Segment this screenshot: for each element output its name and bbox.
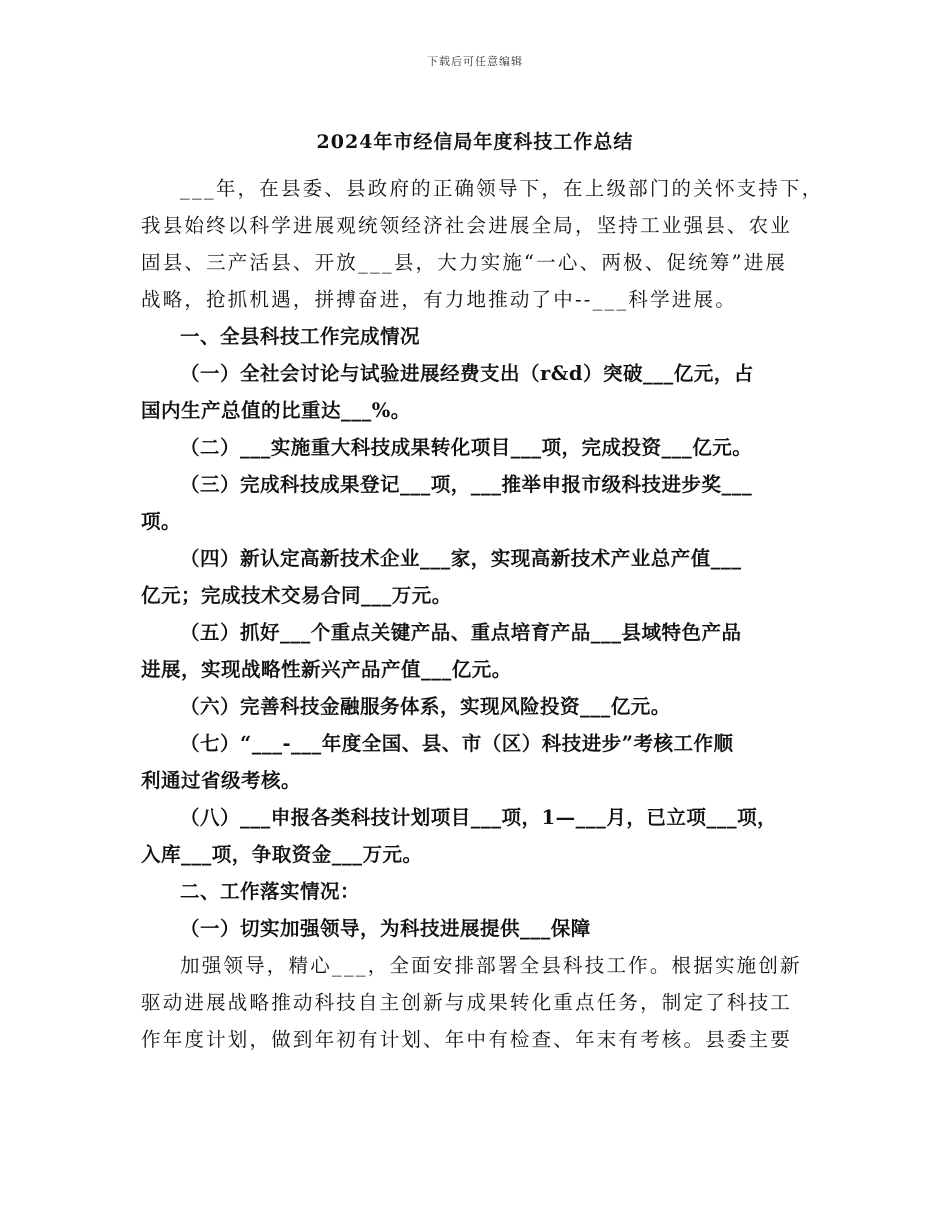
text-line: （一）全社会讨论与试验进展经费支出（r&d）突破___亿元，占 bbox=[180, 362, 754, 385]
heading-paragraph bbox=[141, 688, 813, 725]
heading-paragraph bbox=[141, 910, 813, 947]
heading-paragraph bbox=[141, 799, 813, 873]
text-line: ___年，在县委、县政府的正确领导下，在上级部门的关怀支持下， bbox=[180, 177, 824, 200]
text-line: 战略，抢抓机遇，拼搏奋进，有力地推动了中--___科学进展。 bbox=[141, 288, 737, 311]
text-line: （六）完善科技金融服务体系，实现风险投资___亿元。 bbox=[180, 695, 671, 718]
text-line: 项。 bbox=[141, 510, 182, 533]
text-line: 我县始终以科学进展观统领经济社会进展全局，坚持工业强县、农业 bbox=[141, 214, 793, 237]
heading-paragraph bbox=[141, 318, 813, 355]
text-line: 国内生产总值的比重达___%。 bbox=[141, 399, 411, 422]
text-line: （二）___实施重大科技成果转化项目___项，完成投资___亿元。 bbox=[180, 436, 753, 459]
text-line: （一）切实加强领导，为科技进展提供___保障 bbox=[180, 917, 591, 940]
text-line: 作年度计划，做到年初有计划、年中有检查、年末有考核。县委主要 bbox=[141, 1028, 793, 1051]
body-paragraph bbox=[141, 947, 813, 1058]
text-line: 加强领导，精心___，全面安排部署全县科技工作。根据实施创新 bbox=[180, 954, 802, 977]
text-line: （七）“___-___年度全国、县、市（区）科技进步”考核工作顺 bbox=[180, 732, 734, 755]
header-note: 下载后可任意编辑 bbox=[427, 55, 523, 68]
body-paragraph bbox=[141, 170, 824, 318]
heading-paragraph bbox=[141, 466, 813, 540]
document-title: 2024年市经信局年度科技工作总结 bbox=[316, 131, 634, 153]
heading-paragraph bbox=[141, 540, 813, 614]
text-line: 入库___项，争取资金___万元。 bbox=[141, 843, 423, 866]
text-line: 亿元；完成技术交易合同___万元。 bbox=[141, 584, 452, 607]
text-line: （五）抓好___个重点关键产品、重点培育产品___县域特色产品 bbox=[180, 621, 742, 644]
heading-paragraph bbox=[141, 614, 813, 688]
text-line: （四）新认定高新技术企业___家，实现高新技术产业总产值___ bbox=[180, 547, 742, 570]
text-line: 驱动进展战略推动科技自主创新与成果转化重点任务，制定了科技工 bbox=[141, 991, 793, 1014]
text-line: 利通过省级考核。 bbox=[141, 769, 302, 792]
text-line: （三）完成科技成果登记___项，___推举申报市级科技进步奖___ bbox=[180, 473, 753, 496]
text-line: 二、工作落实情况： bbox=[180, 880, 361, 903]
text-line: 进展，实现战略性新兴产品产值___亿元。 bbox=[141, 658, 512, 681]
text-line: 固县、三产活县、开放___县，大力实施“一心、两极、促统筹”进展 bbox=[141, 251, 788, 274]
text-line: （八）___申报各类科技计划项目___项，1—___月，已立项___项， bbox=[180, 806, 778, 829]
heading-paragraph bbox=[141, 725, 813, 799]
heading-paragraph bbox=[141, 873, 813, 910]
heading-paragraph bbox=[141, 355, 813, 429]
text-line: 一、全县科技工作完成情况 bbox=[180, 325, 421, 348]
document-body bbox=[141, 170, 824, 1058]
heading-paragraph bbox=[141, 429, 813, 466]
